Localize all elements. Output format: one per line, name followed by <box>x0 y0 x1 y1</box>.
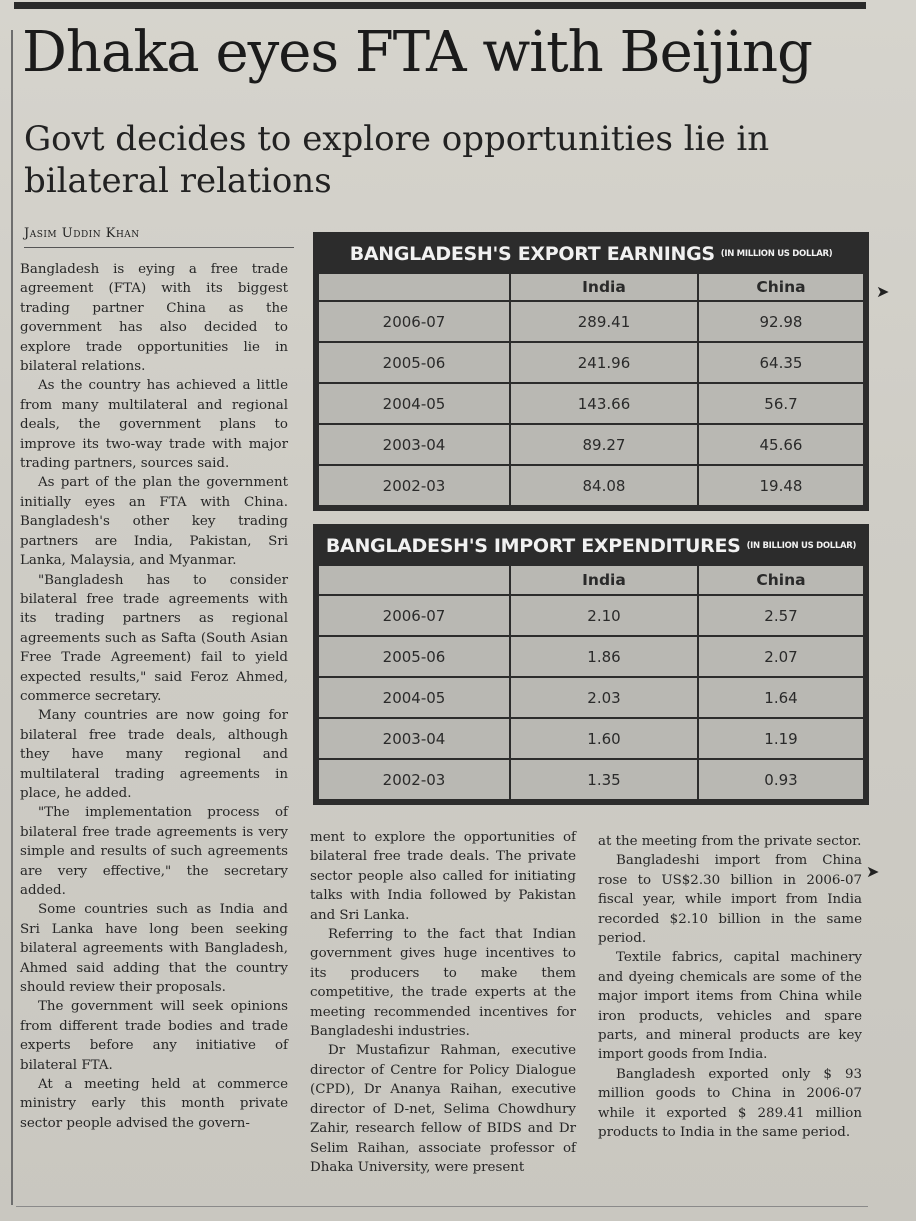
paragraph: Referring to the fact that Indian government gives huge incentives to its producers to make them competitive, the trade experts at the meeting recommended incentives for Bangladeshi industries. <box>310 927 576 1040</box>
paragraph: Bangladeshi import from China rose to US$2.30 billion in 2006-07 fiscal year, while import from India recorded $2.10 billion in the same period. <box>598 853 862 947</box>
header-cell: China <box>698 565 864 595</box>
china-cell: 2.07 <box>698 636 864 677</box>
table-row <box>318 718 864 759</box>
table-header-row <box>318 565 864 595</box>
subheadline: Govt decides to explore opportunities lie in bilateral relations <box>24 119 770 201</box>
india-cell: 84.08 <box>510 465 698 506</box>
china-cell: 92.98 <box>698 301 864 342</box>
paragraph: ment to explore the opportunities of bilateral free trade deals. The private sector people also called for initiating talks with India followed by Pakistan and Sri Lanka. <box>310 830 576 923</box>
article-column-2 <box>310 828 576 1177</box>
pen-mark-icon: ➤ <box>866 862 880 881</box>
india-cell: 1.35 <box>510 759 698 800</box>
left-column-rule <box>11 30 13 1205</box>
table-row <box>318 677 864 718</box>
india-cell: 241.96 <box>510 342 698 383</box>
header-cell: India <box>510 273 698 301</box>
paragraph: Bangladesh exported only $ 93 million goods to China in 2006-07 while it exported $ 289.41 million products to India in the same period. <box>598 1066 862 1141</box>
year-cell: 2006-07 <box>318 595 510 636</box>
india-cell: 143.66 <box>510 383 698 424</box>
paragraph: at the meeting from the private sector. <box>598 834 862 849</box>
export-table-title-text: BANGLADESH'S EXPORT EARNINGS <box>349 243 715 265</box>
paragraph: Some countries such as India and Sri Lanka have long been seeking bilateral agreements with Bangladesh, Ahmed said adding that the country should review their proposals. <box>20 902 288 996</box>
table-row <box>318 759 864 800</box>
india-cell: 2.10 <box>510 595 698 636</box>
paragraph: "Bangladesh has to consider bilateral free trade agreements with its trading partners as regional agreements such as Safta (South Asian Free Trade Agreement) fail to yield expected results," said Feroz Ahmed, commerce secretary. <box>20 572 288 704</box>
china-cell: 56.7 <box>698 383 864 424</box>
import-table-title-text: BANGLADESH'S IMPORT EXPENDITURES <box>325 535 741 557</box>
export-table-title <box>317 236 865 272</box>
paragraph: Dr Mustafizur Rahman, executive director of Centre for Policy Dialogue (CPD), Dr Ananya Raihan, executive director of D-net, Selima Chowdhury Zahir, research fellow of BIDS and Dr Selim Raihan, associate professor of Dhaka University, were present <box>310 1043 576 1175</box>
bottom-rule <box>16 1206 868 1207</box>
china-cell: 45.66 <box>698 424 864 465</box>
byline: Jasim Uddin Khan <box>24 226 294 248</box>
table-row <box>318 342 864 383</box>
india-cell: 89.27 <box>510 424 698 465</box>
china-cell: 0.93 <box>698 759 864 800</box>
article-column-1 <box>20 260 288 1133</box>
table-row <box>318 636 864 677</box>
paragraph: At a meeting held at commerce ministry early this month private sector people advised the govern- <box>20 1077 288 1131</box>
india-cell: 289.41 <box>510 301 698 342</box>
china-cell: 2.57 <box>698 595 864 636</box>
header-cell <box>318 565 510 595</box>
paragraph: Many countries are now going for bilateral free trade deals, although they have many regional and multilateral trading agreements in place, he added. <box>20 708 288 801</box>
paragraph: Bangladesh is eying a free trade agreement (FTA) with its biggest trading partner China as the government has also decided to explore trade opportunities lie in bilateral relations. <box>20 262 288 375</box>
pen-mark-icon: ➤ <box>876 282 890 301</box>
header-cell: India <box>510 565 698 595</box>
top-rule <box>14 2 866 9</box>
paragraph: The government will seek opinions from different trade bodies and trade experts before any initiative of bilateral FTA. <box>20 999 288 1073</box>
paragraph: Textile fabrics, capital machinery and dyeing chemicals are some of the major import items from China while iron products, vehicles and spare parts, and mineral products are key import goods from India. <box>598 950 862 1063</box>
table-header-row <box>318 273 864 301</box>
china-cell: 1.19 <box>698 718 864 759</box>
table-row <box>318 465 864 506</box>
import-table-unit: (IN BILLION US DOLLAR) <box>746 541 857 551</box>
year-cell: 2005-06 <box>318 636 510 677</box>
india-cell: 1.60 <box>510 718 698 759</box>
table-row <box>318 383 864 424</box>
year-cell: 2004-05 <box>318 677 510 718</box>
year-cell: 2004-05 <box>318 383 510 424</box>
year-cell: 2002-03 <box>318 759 510 800</box>
year-cell: 2003-04 <box>318 718 510 759</box>
year-cell: 2003-04 <box>318 424 510 465</box>
paragraph: As the country has achieved a little from many multilateral and regional deals, the government plans to improve its two-way trade with major trading partners, sources said. <box>20 378 288 472</box>
table-row <box>318 424 864 465</box>
header-cell: China <box>698 273 864 301</box>
table-row <box>318 301 864 342</box>
china-cell: 19.48 <box>698 465 864 506</box>
export-earnings-table <box>313 232 869 511</box>
headline: Dhaka eyes FTA with Beijing <box>22 20 812 85</box>
import-table-title <box>317 528 865 564</box>
paragraph: As part of the plan the government initially eyes an FTA with China. Bangladesh's other key trading partners are India, Pakistan, Sri Lanka, Malaysia, and Myanmar. <box>20 475 288 569</box>
china-cell: 1.64 <box>698 677 864 718</box>
article-column-3 <box>598 832 862 1143</box>
export-table-grid <box>317 272 865 507</box>
paragraph: "The implementation process of bilateral free trade agreements is very simple and results of such agreements are very effective," the secretary added. <box>20 805 288 898</box>
header-cell <box>318 273 510 301</box>
india-cell: 1.86 <box>510 636 698 677</box>
export-table-unit: (IN MILLION US DOLLAR) <box>720 249 833 259</box>
year-cell: 2006-07 <box>318 301 510 342</box>
china-cell: 64.35 <box>698 342 864 383</box>
import-expenditures-table <box>313 524 869 805</box>
year-cell: 2005-06 <box>318 342 510 383</box>
india-cell: 2.03 <box>510 677 698 718</box>
import-table-grid <box>317 564 865 801</box>
table-row <box>318 595 864 636</box>
year-cell: 2002-03 <box>318 465 510 506</box>
